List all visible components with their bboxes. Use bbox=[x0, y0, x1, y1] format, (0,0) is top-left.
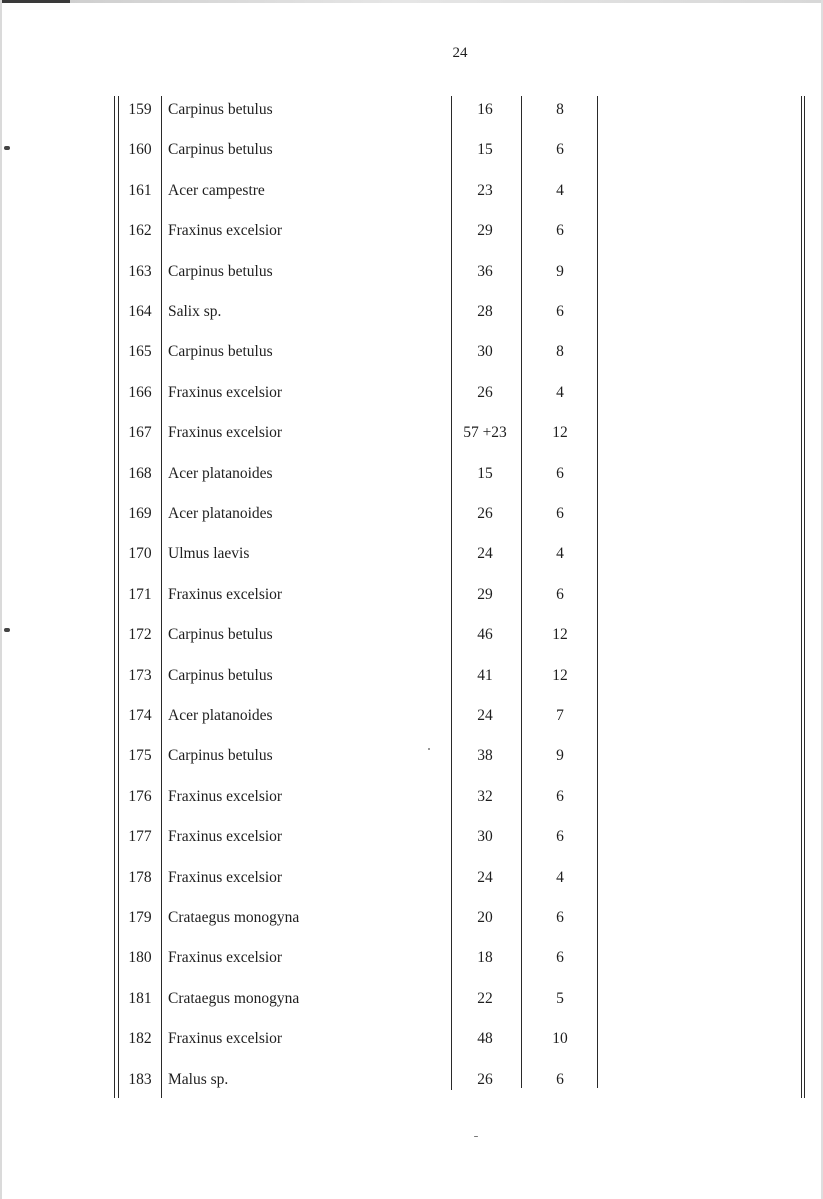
table-row bbox=[120, 383, 600, 423]
measurement-2: 4 bbox=[556, 383, 564, 401]
table-right-border bbox=[801, 96, 802, 1098]
table-row bbox=[120, 262, 600, 302]
species-name: Fraxinus excelsior bbox=[168, 949, 283, 967]
table-row bbox=[120, 423, 600, 463]
tree-number: 175 bbox=[128, 747, 152, 765]
measurement-1: 32 bbox=[477, 787, 493, 805]
measurement-2: 6 bbox=[556, 828, 564, 846]
measurement-1: 16 bbox=[477, 101, 493, 118]
species-name: Fraxinus excelsior bbox=[168, 222, 283, 240]
tree-number: 159 bbox=[128, 101, 152, 118]
measurement-1: 23 bbox=[477, 181, 493, 199]
table-left-border-inner bbox=[118, 96, 119, 1098]
table-row bbox=[120, 787, 600, 827]
measurement-1: 29 bbox=[477, 585, 493, 603]
measurement-1: 26 bbox=[477, 505, 493, 522]
tree-number: 179 bbox=[128, 909, 152, 926]
measurement-2: 4 bbox=[556, 545, 564, 563]
species-name: Carpinus betulus bbox=[168, 666, 273, 684]
table-row bbox=[120, 181, 600, 221]
species-name: Acer platanoides bbox=[168, 464, 273, 482]
tree-number: 170 bbox=[128, 545, 152, 563]
measurement-1: 26 bbox=[477, 383, 493, 401]
table-row bbox=[120, 625, 600, 665]
table-row bbox=[120, 666, 600, 706]
scan-left-edge bbox=[0, 0, 2, 1199]
tree-number: 168 bbox=[128, 464, 152, 482]
species-name: Fraxinus excelsior bbox=[168, 828, 283, 846]
tree-number: 172 bbox=[128, 626, 152, 644]
table-row bbox=[120, 868, 600, 908]
species-name: Ulmus laevis bbox=[168, 545, 250, 563]
measurement-1: 29 bbox=[477, 222, 493, 240]
species-name: Acer platanoides bbox=[168, 707, 273, 724]
scan-top-border bbox=[0, 0, 823, 3]
measurement-1: 48 bbox=[477, 1030, 493, 1048]
table-row bbox=[120, 464, 600, 504]
measurement-1: 46 bbox=[477, 626, 493, 644]
measurement-1: 30 bbox=[477, 343, 493, 361]
tree-number: 180 bbox=[128, 949, 152, 967]
measurement-2: 9 bbox=[556, 262, 564, 280]
measurement-2: 12 bbox=[552, 666, 568, 684]
scan-speck bbox=[474, 1136, 478, 1137]
tree-number: 171 bbox=[128, 585, 152, 603]
measurement-2: 8 bbox=[556, 343, 564, 361]
measurement-2: 6 bbox=[556, 141, 564, 159]
species-name: Crataegus monogyna bbox=[168, 989, 300, 1007]
table-row bbox=[120, 342, 600, 382]
table-row bbox=[120, 908, 600, 948]
measurement-2: 6 bbox=[556, 464, 564, 482]
measurement-1: 41 bbox=[477, 666, 493, 684]
page-number: 24 bbox=[452, 45, 468, 61]
tree-number: 173 bbox=[128, 666, 152, 684]
tree-number: 174 bbox=[128, 707, 152, 724]
measurement-2: 6 bbox=[556, 949, 564, 967]
measurement-1: 30 bbox=[477, 828, 493, 846]
measurement-1: 36 bbox=[477, 262, 493, 280]
tree-number: 176 bbox=[128, 787, 152, 805]
scan-mark bbox=[4, 628, 10, 632]
table-row bbox=[120, 989, 600, 1029]
measurement-1: 24 bbox=[477, 545, 493, 563]
measurement-1: 18 bbox=[477, 949, 493, 967]
species-name: Fraxinus excelsior bbox=[168, 787, 283, 805]
measurement-1: 22 bbox=[477, 989, 493, 1007]
species-name: Carpinus betulus bbox=[168, 626, 273, 644]
tree-number: 166 bbox=[128, 383, 152, 401]
table-row bbox=[120, 1029, 600, 1069]
measurement-2: 9 bbox=[556, 747, 564, 765]
tree-number: 163 bbox=[128, 262, 152, 280]
measurement-2: 6 bbox=[556, 1070, 564, 1088]
measurement-1: 24 bbox=[477, 707, 493, 724]
table-row bbox=[120, 140, 600, 180]
measurement-1: 38 bbox=[477, 747, 493, 765]
scan-mark bbox=[4, 146, 10, 150]
table-right-border-inner bbox=[804, 96, 805, 1098]
species-name: Fraxinus excelsior bbox=[168, 1030, 283, 1048]
species-name: Carpinus betulus bbox=[168, 343, 273, 361]
tree-number: 164 bbox=[128, 303, 152, 320]
measurement-2: 4 bbox=[556, 181, 564, 199]
measurement-1: 26 bbox=[477, 1070, 493, 1088]
measurement-2: 5 bbox=[556, 989, 564, 1007]
table-row bbox=[120, 706, 600, 746]
species-name: Acer campestre bbox=[168, 181, 265, 199]
table-row bbox=[120, 221, 600, 261]
species-name: Fraxinus excelsior bbox=[168, 383, 283, 401]
table-row bbox=[120, 100, 600, 140]
measurement-2: 6 bbox=[556, 505, 564, 522]
species-name: Carpinus betulus bbox=[168, 101, 273, 118]
species-name: Crataegus monogyna bbox=[168, 909, 300, 926]
measurement-2: 6 bbox=[556, 787, 564, 805]
tree-number: 182 bbox=[128, 1030, 152, 1048]
measurement-2: 10 bbox=[552, 1030, 568, 1048]
measurement-2: 6 bbox=[556, 909, 564, 926]
species-name: Salix sp. bbox=[168, 303, 222, 320]
tree-number: 167 bbox=[128, 424, 152, 442]
measurement-2: 8 bbox=[556, 101, 564, 118]
measurement-2: 7 bbox=[556, 707, 564, 724]
species-name: Malus sp. bbox=[168, 1070, 229, 1088]
table-row bbox=[120, 544, 600, 584]
species-name: Acer platanoides bbox=[168, 505, 273, 522]
species-name: Carpinus betulus bbox=[168, 141, 273, 159]
table-row bbox=[120, 827, 600, 867]
tree-number: 177 bbox=[128, 828, 152, 846]
tree-number: 178 bbox=[128, 868, 152, 886]
measurement-1: 15 bbox=[477, 141, 493, 159]
table-row bbox=[120, 504, 600, 544]
measurement-1: 24 bbox=[477, 868, 493, 886]
table-row bbox=[120, 948, 600, 988]
table-row bbox=[120, 1070, 600, 1110]
measurement-1: 57 +23 bbox=[463, 424, 507, 442]
measurement-2: 12 bbox=[552, 626, 568, 644]
tree-number: 181 bbox=[128, 989, 152, 1007]
tree-number: 160 bbox=[128, 141, 152, 159]
tree-number: 169 bbox=[128, 505, 152, 522]
measurement-2: 12 bbox=[552, 424, 568, 442]
measurement-1: 28 bbox=[477, 303, 493, 320]
table-row bbox=[120, 585, 600, 625]
tree-number: 165 bbox=[128, 343, 152, 361]
measurement-2: 6 bbox=[556, 585, 564, 603]
species-name: Carpinus betulus bbox=[168, 262, 273, 280]
table-row bbox=[120, 302, 600, 342]
measurement-2: 6 bbox=[556, 222, 564, 240]
species-name: Fraxinus excelsior bbox=[168, 585, 283, 603]
tree-number: 183 bbox=[128, 1070, 152, 1088]
tree-number: 162 bbox=[128, 222, 152, 240]
species-name: Fraxinus excelsior bbox=[168, 868, 283, 886]
measurement-2: 6 bbox=[556, 303, 564, 320]
tree-number: 161 bbox=[128, 181, 152, 199]
measurement-1: 20 bbox=[477, 909, 493, 926]
measurement-2: 4 bbox=[556, 868, 564, 886]
measurement-1: 15 bbox=[477, 464, 493, 482]
species-name: Carpinus betulus bbox=[168, 747, 273, 765]
table-left-border bbox=[114, 96, 115, 1098]
species-name: Fraxinus excelsior bbox=[168, 424, 283, 442]
table-row bbox=[120, 746, 600, 786]
